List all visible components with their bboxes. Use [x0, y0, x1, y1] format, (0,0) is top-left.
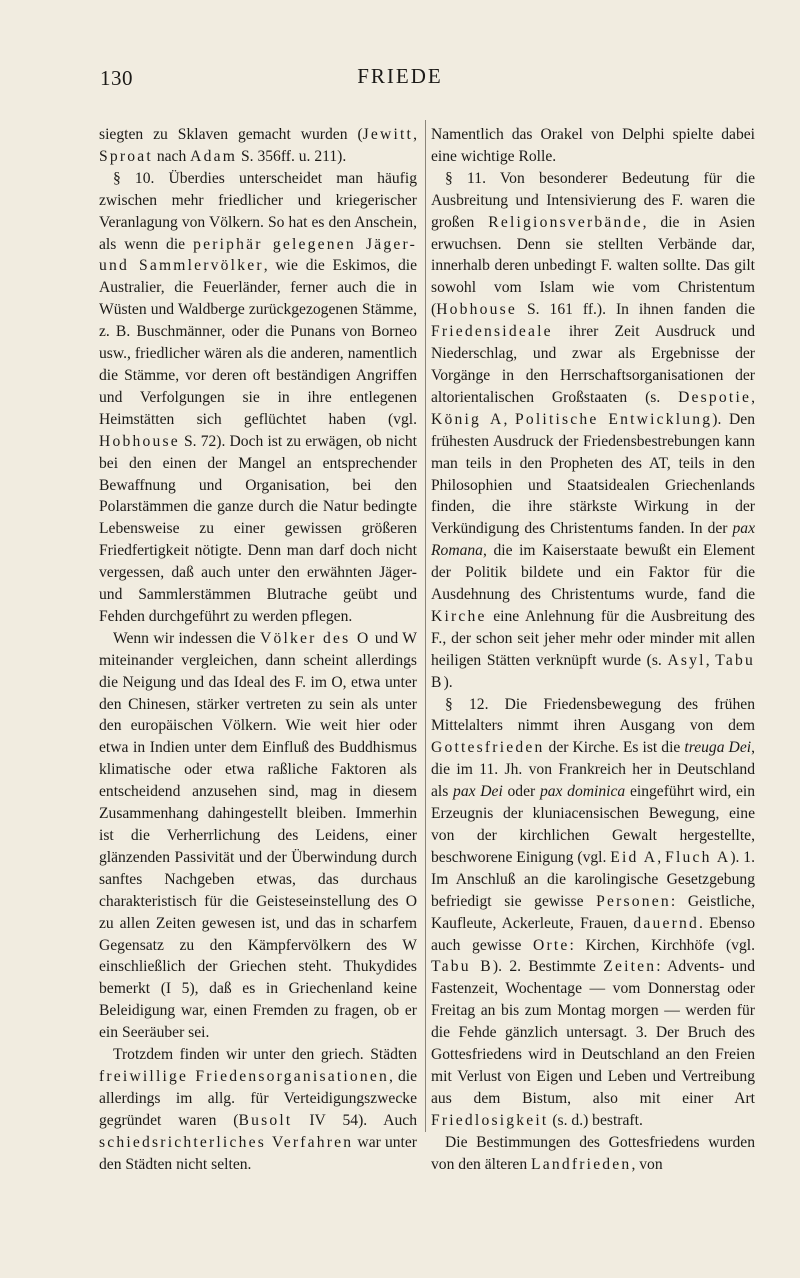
spaced-term: Kirche: [431, 607, 487, 625]
text-run: § 12. Die Friedensbewegung des frühen Mittelalters nimmt ihren Ausgang von dem: [431, 695, 755, 735]
text-run: , die in Asien erwuchsen. Denn sie stellten Verbände dar, innerhalb deren unbedingt F. walten sollte. Das gilt sowohl vom Islam wie vom Christentum (: [431, 213, 756, 319]
text-run: Wenn wir indessen die: [113, 629, 260, 647]
spaced-term: Friedlosigkeit: [431, 1111, 549, 1129]
spaced-term: Personen: [596, 892, 671, 910]
text-run: : Advents- und Fastenzeit, Wochentage — vom Donnerstag oder Freitag an bis zum Montag morgen — werden für die Fehde gänzlich untersagt. 3. Der Bruch des Gottesfriedens wird in Deutschland an den Freien mit Verlust von Eigen und Leben und Vertreibung aus dem Bistum, also mit einer Art: [431, 958, 755, 1107]
running-title: FRIEDE: [357, 64, 443, 88]
text-run: ,: [751, 388, 755, 406]
text-run: nach: [152, 147, 191, 165]
text-run: , die allerdings im allg. für Verteidigungszwecke gegründet waren (: [99, 1067, 417, 1129]
text-run: § 10. Überdies unterscheidet man häufig zwischen mehr friedlicher und kriegerischer Veranlagung von Völkern. So hat es den Anschein, als wenn die: [99, 169, 417, 253]
paragraph: [431, 694, 755, 1132]
spaced-term: freiwillige Friedensorganisationen: [99, 1067, 390, 1085]
paragraph: [99, 628, 417, 1044]
spaced-term: Jewitt: [362, 126, 414, 143]
paragraph: [99, 1044, 417, 1175]
text-run: , die im 11. Jh. von Frankreich her in Deutschland als: [431, 739, 755, 801]
italic-term: pax dominica: [539, 783, 626, 801]
text-run: Die Bestimmungen des Gottesfriedens wurden von den älteren: [431, 1133, 755, 1173]
page-number: 130: [100, 66, 133, 90]
text-run: ,: [705, 651, 716, 669]
text-run: ). 2. Bestimmte: [492, 958, 604, 976]
italic-term: pax Dei: [453, 783, 503, 801]
right-column: [431, 124, 755, 1176]
text-run: ,: [503, 410, 516, 428]
text-run: § 11. Von besonderer Bedeutung für die Ausbreitung und Intensivierung des F. waren die großen: [431, 169, 755, 231]
text-run: . Ebenso auch gewisse: [431, 914, 755, 954]
paragraph: [431, 168, 755, 694]
paragraph: [431, 124, 755, 168]
text-run: der Kirche. Es ist die: [544, 739, 685, 757]
text-run: Namentlich das Orakel von Delphi spielte dabei eine wichtige Rolle.: [431, 126, 755, 165]
spaced-term: Adam: [190, 147, 238, 165]
spaced-term: Asyl: [667, 651, 706, 669]
text-run: eingeführt wird, ein Erzeugnis der kluniacensischen Bewegung, eine von der kirchlichen Gewalt hergestellte, beschworene Einigung (vgl.: [431, 783, 755, 866]
spaced-term: Zeiten: [603, 958, 657, 976]
text-run: ihrer Zeit Ausdruck und Niederschlag, und zwar als Ergebnisse der Vorgänge in den Herrschaftsorganisationen der altorientalischen Großstaaten (s.: [431, 323, 755, 406]
spaced-term: Landfrieden: [531, 1155, 632, 1173]
text-run: : Kirchen, Kirchhöfe (vgl.: [569, 936, 755, 954]
spaced-term: Hobhouse: [99, 432, 180, 450]
spaced-term: Völker des O: [259, 629, 371, 647]
text-run: siegten zu Sklaven gemacht wurden (: [99, 126, 363, 143]
spaced-term: Friedensideale: [431, 323, 553, 341]
text-run: : Geistliche, Kaufleute, Ackerleute, Frauen,: [431, 892, 755, 932]
spaced-term: Busolt: [238, 1111, 293, 1129]
text-run: , die im Kaiserstaate bewußt ein Element der Politik bildete und ein Faktor für die Ausdehnung des Christentums wurde, fand die: [431, 542, 755, 604]
text-run: oder: [502, 783, 540, 801]
text-run: IV 54). Auch: [292, 1111, 417, 1129]
spaced-term: Gottesfrieden: [431, 739, 545, 757]
text-run: ).: [443, 673, 453, 691]
text-run: S. 161 ff.). In ihnen fanden die: [517, 301, 755, 319]
spaced-term: Religionsverbände: [488, 213, 643, 231]
spaced-term: Eid A: [610, 848, 658, 866]
spaced-term: Hobhouse: [436, 301, 518, 319]
spaced-term: Tabu B: [431, 651, 755, 691]
left-column: [99, 124, 417, 1176]
text-run: war unter den Städten nicht selten.: [99, 1133, 417, 1173]
paragraph: [99, 124, 417, 168]
text-run: S. 72). Doch ist zu erwägen, ob nicht bei den einen der Mangel an entsprechender Bewaffnung und Organisation, bei den Polarstämmen die ganze durch die Natur bedingte Lebensweise zu einer gewissen größeren Friedfertigkeit nötigte. Denn man darf doch nicht vergessen, daß auch unter den erwähnten Jäger- und Sammlerstämmen Blutrache geübt und Fehden durchgeführt zu werden pflegen.: [99, 432, 417, 625]
spaced-term: Orte: [533, 936, 570, 954]
paragraph: [99, 168, 417, 628]
spaced-term: schiedsrichterliches Verfahren: [99, 1133, 354, 1151]
text-run: ,: [657, 848, 666, 866]
spaced-term: Sproat: [99, 147, 153, 165]
spaced-term: dauernd: [633, 914, 700, 932]
spaced-term: Fluch A: [665, 848, 731, 866]
spaced-term: periphär gelegenen Jäger- und Sammlervölker: [99, 235, 417, 275]
text-run: , von: [631, 1155, 663, 1173]
spaced-term: Despotie: [678, 388, 752, 406]
text-run: S. 356ff. u. 211).: [237, 147, 347, 165]
text-run: ). 1. Im Anschluß an die karolingische Gesetzgebung befriedigt sie gewisse: [431, 848, 755, 910]
text-run: , wie die Eskimos, die Australier, die Feuerländer, ferner auch die in Wüsten und Waldberge zurückgezogenen Stämme, z. B. Buschmänner, oder die Punans von Borneo usw., friedlicher wären als die anderen, namentlich die Stämme, vor deren oft beständigen Angriffen und Verfolgungen sie in ihre entlegenen Heimstätten sich geflüchtet haben (vgl.: [99, 257, 417, 428]
spaced-term: Politische Entwicklung: [515, 410, 713, 428]
text-run: (s. d.) bestraft.: [548, 1111, 643, 1129]
italic-term: pax Romana: [431, 520, 755, 560]
spaced-term: Tabu B: [431, 958, 493, 976]
text-run: eine Anlehnung für die Ausbreitung des F., der schon seit jeher mehr oder minder mit allen heiligen Stätten verknüpft wurde (s.: [431, 607, 755, 669]
text-run: ,: [413, 126, 417, 143]
text-run: und W miteinander vergleichen, dann scheint allerdings die Neigung und das Ideal des F. im O, etwa unter den Chinesen, stärker vertreten zu sein als unter den europäischen Völkern. Wie weit hier oder etwa in Indien unter dem Einfluß des Buddhismus klimatische oder etwa raßliche Faktoren als entscheidend anzusehen sind, mag in diesem Zusammenhang dahingestellt bleiben. Immerhin ist die Verherrlichung des Leidens, einer glänzenden Passivität und der Überwindung durch sanftes Nachgeben etwas, das durchaus charakteristisch für die Geisteseinstellung des O zu allen Zeiten gewesen ist, und das in scharfem Gegensatz zu den Kämpfervölkern des W einschließlich der Griechen steht. Thukydides bemerkt (I 5), daß es in Griechenland keine Beleidigung war, einen Fremden zu fragen, ob er ein Seeräuber sei.: [99, 629, 418, 1042]
text-run: Trotzdem finden wir unter den griech. Städten: [113, 1046, 417, 1064]
italic-term: treuga Dei: [684, 739, 752, 757]
column-divider: [425, 120, 426, 1132]
text-run: ). Den frühesten Ausdruck der Friedensbestrebungen kann man teils in den Propheten des AT, teils in den Philosophien und Staatsidealen Griechenlands finden, die ihre stärkste Wirkung in der Verkündigung des Christentums fanden. In der: [431, 410, 756, 538]
paragraph: [431, 1132, 755, 1176]
spaced-term: König A: [431, 410, 504, 428]
